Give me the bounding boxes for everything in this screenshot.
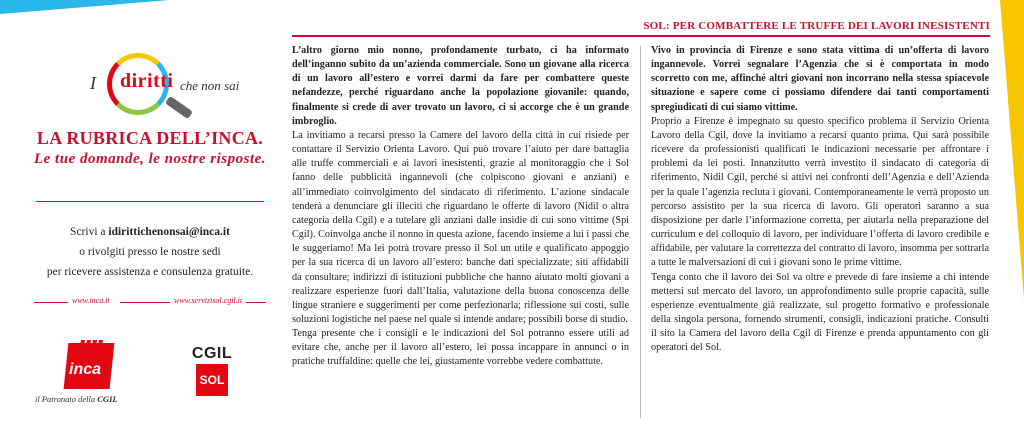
- answer-2-paragraph-1: Proprio a Firenze è impegnato su questo specifico problema il Servizio Orienta Lavoro della Cgil, dove la invitiamo a recarsi quanto prima. Qui sarà possibile ricevere da professionisti qualificati le indicazioni necessarie per affrontare i problemi da lei posti. Innanzitutto verrà investito il sindacato di categoria di riferimento, Nidil Cgil, perché si attivi nei confronti dell’Agenzia e dell’Azienda per la quale l’agenzia recluta i giovani. Contemporaneamente le verrà proposto un percorso assistito per la sua ricerca di lavoro. Gli operatori saranno a sua disposizione per darle l’informazione corretta, per aiutarla nella preparazione del curriculum e del colloquio di lavoro, per individuare l’offerta di lavoro credibile e affidabile, per valutare la correttezza del contratto di lavoro, insomma per sottrarla a tutte le malversazioni di cui i giovani sono le prime vittime.: [651, 115, 989, 269]
- answer-1-paragraph-2: Tenga presente che i consigli e le indicazioni del Sol potranno essere utili ad evitare che, anche per il lavoro all’estero, lei possa incappare in annunci o in pratiche truffaldine: quelle che lei, giustamente vorrebbe vedere combattute.: [292, 328, 629, 368]
- sidebar-panel: [30, 40, 270, 420]
- logo-diritti: diritti: [120, 70, 174, 92]
- contact-line-1: [30, 222, 270, 242]
- sol-logo-text: SOL: [199, 373, 225, 387]
- magnifier-handle-icon: [165, 96, 193, 119]
- rubrica-title: LA RUBRICA DELL’INCA.: [36, 128, 264, 148]
- page-title: SOL: PER COMBATTERE LE TRUFFE DEI LAVORI INESISTENTI: [643, 20, 990, 32]
- reader-question-2: Vivo in provincia di Firenze e sono stata vittima di un’offerta di lavoro ingannevole. Vorrei segnalare l’Agenzia che si è comportata in modo scorretto con me, affinché altri giovani non incorrano nella stessa spiacevole situazione e sapere come ci possiamo difendere dai tanti comportamenti spregiudicati di cui siamo vittime.: [651, 45, 989, 113]
- article-column-1: [292, 44, 629, 370]
- patronato-prefix: il Patronato della: [35, 394, 98, 404]
- contact-block: [30, 222, 270, 282]
- website-links: [34, 296, 266, 310]
- cgil-logo-text: CGIL: [191, 345, 233, 362]
- answer-2-paragraph-2: Tenga conto che il lavoro dei Sol va oltre e prevede di fare insieme a chi intende mettersi sul mercato del lavoro, un approfondimento sulle proprie capacità, sulle esperienze eventualmente già realizzate, sul progetto formativo e professionale della singola persona, fornendo strumenti, consigli, indicazioni pratiche. Consulti il sito la Camera del lavoro della Cgil di Firenze e prenda appuntamento con gli operatori del Sol.: [651, 271, 989, 354]
- contact-line-2: o rivolgiti presso le nostre sedi: [79, 246, 221, 258]
- contact-line-3: per ricevere assistenza e consulenza gratuite.: [46, 266, 254, 278]
- sol-logo-square: [196, 364, 228, 396]
- link-inca[interactable]: www.inca.it: [72, 296, 110, 305]
- link-dash: [120, 302, 170, 303]
- link-servizi-sol[interactable]: www.servizisol.cgil.it: [174, 296, 243, 305]
- corner-decoration-top-left: [0, 0, 170, 14]
- logo-che-non-sai: che non sai: [180, 78, 240, 93]
- column-divider: [640, 46, 641, 418]
- cgil-sol-logo: [182, 345, 242, 401]
- answer-1-paragraph-1: La invitiamo a recarsi presso la Camere del lavoro della città in cui risiede per contattare il Servizio Orienta Lavoro. Qui può trovare l’aiuto per dare battaglia alle truffe commerciali e ai lavori inesistenti, grazie al monitoraggio che i Sol fanno delle pubblicità ingannevoli (che colpiscono giovani e anziani) e all’immediato coinvolgimento del sindacato di riferimento. L’azione sindacale tenderà a denunciare gli illeciti che riguardano le offerte di lavoro (Nidil o altra categoria della Cgil) e a tutelare gli anziani dalle insidie di cui sono vittime (Spi Cgil). Coinvolga anche il nonno in questa azione, facendo insieme a lui i passi che le suggeriamo! Ma lei potrà trovare presso il Sol un utile e qualificato appoggio per la sua ricerca di un lavoro all’estero: banche dati specializzate; siti affidabili da consultare; indirizzi di istituzioni pubbliche che hanno aiutato molti giovani a realizzare esperienze fuori dall’Italia, valutazione della buona conoscenza delle lingue straniere e suggerimenti per come perfezionarla; riflessione sui costi, sulle soluzioni logistiche nel paese nel quale si intende andare; possibili borse di studio.: [292, 129, 629, 325]
- corner-decoration-right: [998, 0, 1024, 444]
- link-dash: [246, 302, 266, 303]
- rubrica-subtitle: Le tue domande, le nostre risposte.: [33, 151, 267, 167]
- contact-prefix: Scrivi a: [70, 226, 109, 238]
- inca-logo: [60, 343, 116, 389]
- inca-logo-text: inca: [69, 361, 102, 378]
- header-divider: [292, 35, 990, 37]
- patronato-caption: [35, 394, 118, 404]
- logo-i: I: [90, 73, 96, 93]
- diritti-logo: [85, 45, 255, 125]
- article-column-2: [651, 44, 989, 355]
- contact-email-link[interactable]: idirittichenonsai@inca.it: [108, 226, 230, 238]
- reader-question-1: L’altro giorno mio nonno, profondamente turbato, ci ha informato dell’inganno subito da un’azienda commerciale. Sono un giovane alla ricerca di un lavoro all’estero e vorrei darmi da fare per combattere queste nefandezze, perché riguardano anche la popolazione giovanile: quando, finalmente si crede di aver trovato un lavoro, ci si accorge che è un grande imbroglio.: [292, 45, 629, 127]
- patronato-org: CGIL: [97, 394, 118, 404]
- link-dash: [34, 302, 68, 303]
- divider: [36, 201, 264, 202]
